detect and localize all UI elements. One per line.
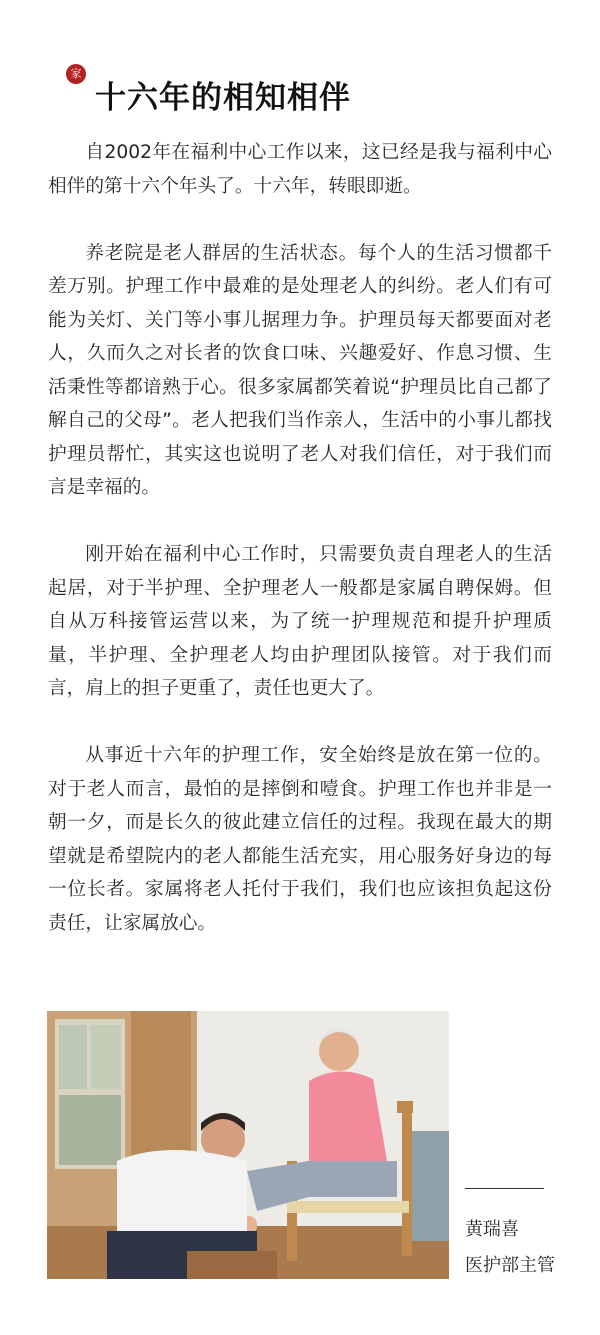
article-body [48, 136, 552, 974]
caption-divider [465, 1188, 544, 1189]
page-title: 十六年的相知相伴 [95, 80, 351, 116]
caption-role: 医护部主管 [465, 1255, 555, 1276]
paragraph: 养老院是老人群居的生活状态。每个人的生活习惯都千差万别。护理工作中最难的是处理老人的纠纷。老人们有可能为关灯、关门等小事儿据理力争。护理员每天都要面对老人，久而久之对长者的饮食口味、兴趣爱好、作息习惯、生活秉性等都谙熟于心。很多家属都笑着说“护理员比自己都了解自己的父母”。老人把我们当作亲人，生活中的小事儿都找护理员帮忙，其实这也说明了老人对我们信任，对于我们而言是幸福的。 [48, 242, 552, 498]
caregiver-photo [47, 1011, 449, 1279]
paragraph: 自2002年在福利中心工作以来，这已经是我与福利中心相伴的第十六个年头了。十六年，转眼即逝。 [48, 142, 552, 197]
paragraph: 刚开始在福利中心工作时，只需要负责自理老人的生活起居，对于半护理、全护理老人一般都是家属自聘保姆。但自从万科接管运营以来，为了统一护理规范和提升护理质量，半护理、全护理老人均由护理团队接管。对于我们而言，肩上的担子更重了，责任也更大了。 [48, 544, 552, 699]
caption-name: 黄瑞喜 [465, 1219, 519, 1240]
paragraph: 从事近十六年的护理工作，安全始终是放在第一位的。对于老人而言，最怕的是摔倒和噎食。护理工作也并非是一朝一夕，而是长久的彼此建立信任的过程。我现在最大的期望就是希望院内的老人都能生活充实，用心服务好身边的每一位长者。家属将老人托付于我们，我们也应该担负起这份责任，让家属放心。 [48, 745, 552, 934]
caregiver-photo-illustration [47, 1011, 449, 1279]
home-seal-icon: 家 [66, 64, 86, 84]
